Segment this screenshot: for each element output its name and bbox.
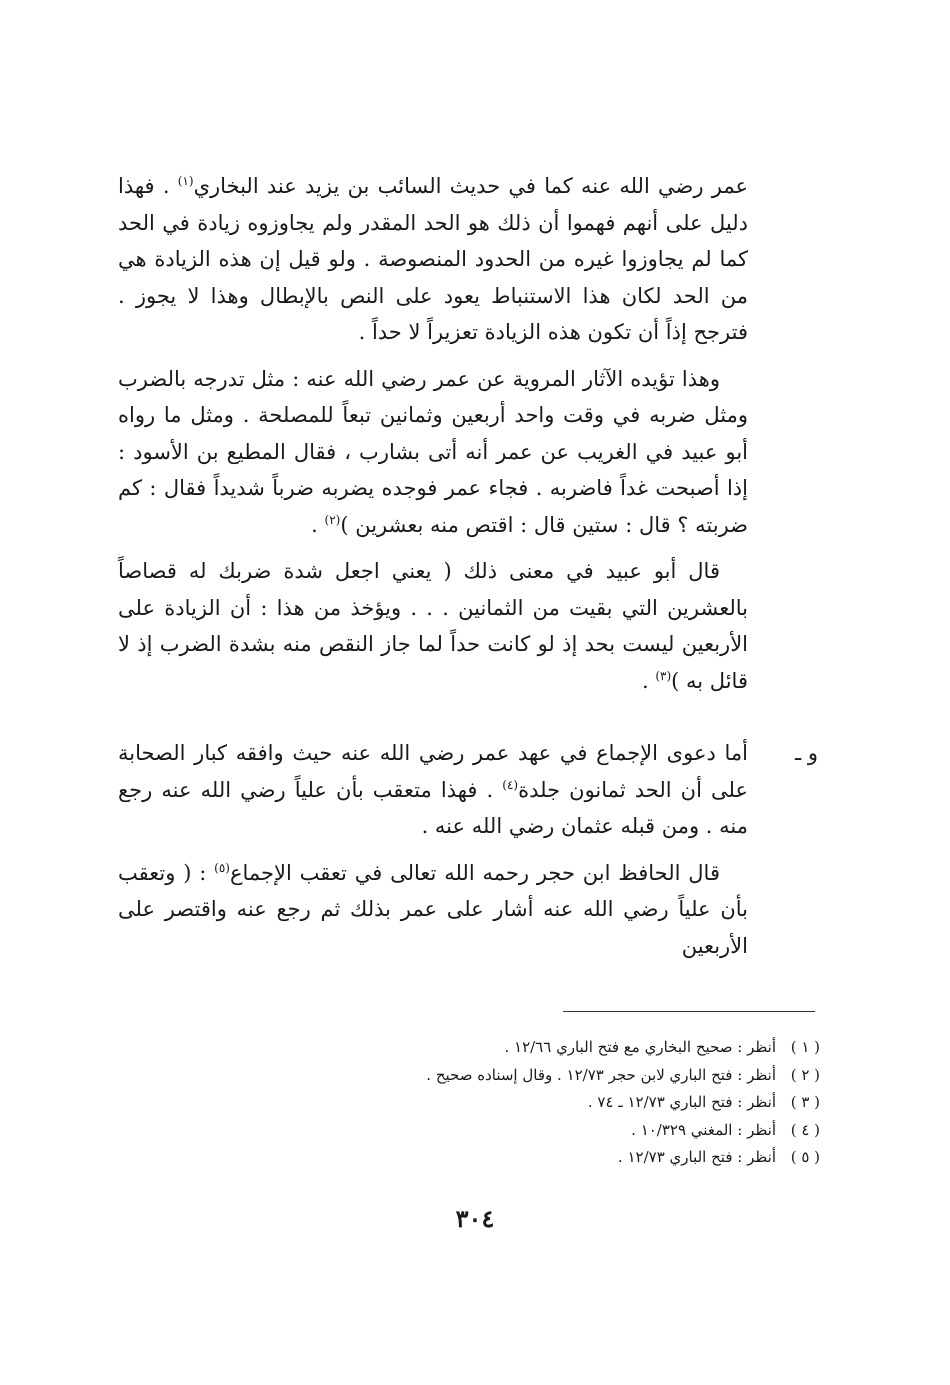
paragraph-4-text: قال الحافظ ابن حجر رحمه الله تعالى في تعقب الإجماع [229, 860, 720, 885]
footnote-ref-5: (٥) [214, 860, 230, 875]
paragraph-2-text: وهذا تؤيده الآثار المروية عن عمر رضي الله عنه : مثل تدرجه بالضرب ومثل ضربه في وقت واحد أربعين وثمانين تبعاً للمصلحة . ومثل ما رواه أبو عبيد في الغريب عن عمر أنه أتى بشارب ، فقال المطيع بن الأسود : إذا أصبحت غداً فاضربه . فجاء عمر فوجده يضربه ضرباً شديداً فقال : كم ضربته ؟ قال : ستين قال : اقتص منه بعشرين ) [118, 366, 748, 537]
footnote-number: ( ٢ ) [790, 1065, 820, 1084]
list-item-marker: و ـ [795, 741, 818, 765]
footnote-text: أنظر : فتح الباري ١٢/٧٣ . [617, 1148, 776, 1166]
footnote-text: أنظر : المغني ١٠/٣٢٩ . [631, 1120, 776, 1139]
footnote-ref-1: (١) [177, 174, 194, 188]
footnote-4 [260, 1117, 820, 1145]
paragraph-4 [118, 855, 748, 965]
footnote-5 [260, 1144, 820, 1172]
footnote-number: ( ١ ) [790, 1038, 820, 1056]
footnote-divider [563, 1011, 815, 1012]
page-number: ٣٠٤ [455, 1204, 495, 1233]
paragraph-1-text: عمر رضي الله عنه كما في حديث السائب بن يزيد عند البخاري [193, 174, 748, 198]
footnotes [260, 1034, 820, 1172]
footnote-ref-3: (٣) [655, 668, 672, 683]
paragraph-3-text-end: . [641, 668, 656, 693]
list-item-paragraph [118, 735, 748, 845]
footnote-ref-4: (٤) [502, 777, 519, 792]
footnote-number: ( ٥ ) [790, 1148, 820, 1166]
paragraph-3 [118, 553, 748, 699]
footnote-2 [260, 1062, 820, 1090]
paragraph-4-text-end: : ( وتعقب بأن علياً رضي الله عنه أشار على عمر بذلك ثم رجع عنه واقتصر على الأربعين [118, 860, 748, 958]
list-item-text: أما دعوى الإجماع في عهد عمر رضي الله عنه حيث وافقه كبار الصحابة على أن الحد ثمانون جلدة [118, 741, 748, 802]
footnote-ref-2: (٢) [324, 512, 341, 527]
paragraph-2 [118, 361, 748, 544]
paragraph-3-text: قال أبو عبيد في معنى ذلك ( يعني اجعل شدة ضربك له قصاصاً بالعشرين التي بقيت من الثمانين . . . ويؤخذ من هذا : أن الزيادة على الأربعين ليست بحد إذ لو كانت حداً لما جاز النقص منه بشدة الضرب إذ لا قائل به ) [118, 559, 748, 693]
footnote-text: أنظر : فتح الباري لابن حجر ١٢/٧٣ . وقال إسناده صحيح . [426, 1065, 776, 1084]
section-gap [118, 709, 748, 735]
footnote-text: أنظر : صحيح البخاري مع فتح الباري ١٢/٦٦ . [504, 1038, 776, 1056]
footnote-number: ( ٤ ) [790, 1120, 820, 1139]
list-item-waw [118, 735, 818, 845]
main-text [118, 168, 818, 974]
paragraph-1 [118, 168, 748, 351]
footnote-number: ( ٣ ) [790, 1093, 820, 1111]
footnote-text: أنظر : فتح الباري ١٢/٧٣ ـ ٧٤ . [587, 1093, 776, 1111]
footnote-1 [260, 1034, 820, 1062]
footnote-3 [260, 1089, 820, 1117]
list-item-text-end: . فهذا متعقب بأن علياً رضي الله عنه رجع منه . ومن قبله عثمان رضي الله عنه . [118, 777, 748, 838]
paragraph-1-text-end: . فهذا دليل على أنهم فهموا أن ذلك هو الحد المقدر ولم يجاوزوه زيادة في الحد كما لم يجاوزوا غيره من الحدود المنصوصة . ولو قيل إن هذه الزيادة هي من الحد لكان هذا الاستنباط يعود على النص بالإبطال وهذا لا يجوز . فترجح إذاً أن تكون هذه الزيادة تعزيراً لا حداً . [118, 174, 748, 344]
paragraph-2-text-end: . [311, 512, 325, 537]
